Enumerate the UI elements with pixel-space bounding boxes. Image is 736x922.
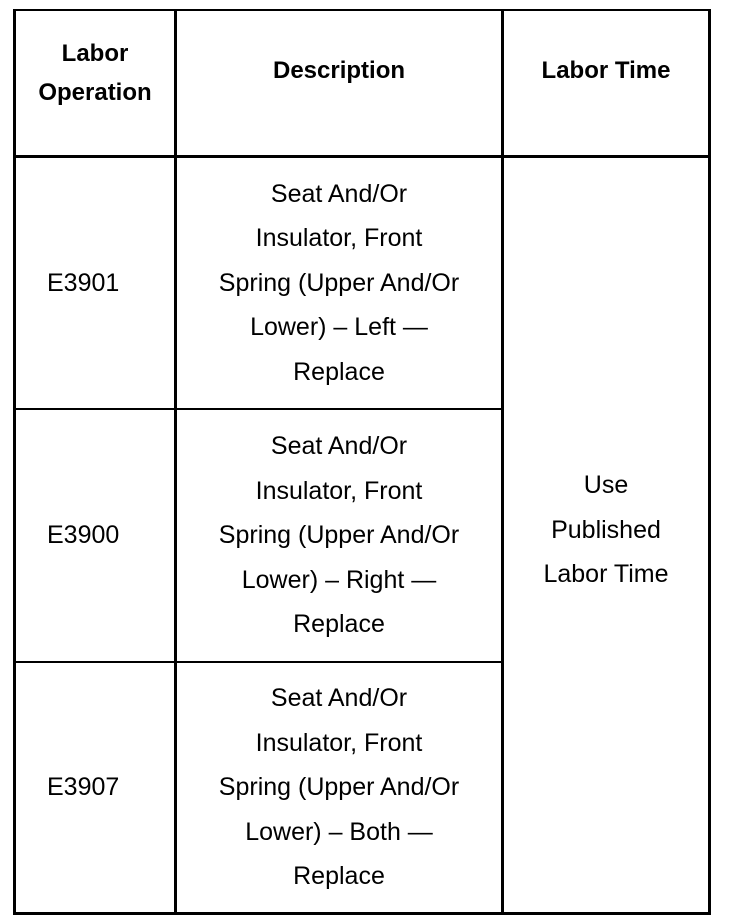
labor-time-value: Use Published Labor Time — [543, 471, 669, 589]
operation-code: E3900 — [47, 521, 120, 550]
operation-description: Seat And/Or Insulator, Front Spring (Upper And/Or Lower) – Right — Replace — [218, 432, 460, 639]
table-row-operation — [16, 410, 174, 661]
table-row-description — [177, 663, 501, 912]
header-description-label: Description — [272, 56, 406, 84]
header-labor-operation — [16, 11, 174, 155]
operation-description: Seat And/Or Insulator, Front Spring (Upper And/Or Lower) – Both — Replace — [218, 684, 460, 891]
header-labor-operation-label: Labor Operation — [38, 40, 152, 106]
table-row-operation — [16, 663, 174, 912]
table-border-right — [708, 9, 711, 915]
operation-code: E3907 — [47, 773, 120, 802]
header-labor-time — [504, 11, 708, 155]
table-row-operation — [16, 158, 174, 408]
table-row-description — [177, 158, 501, 408]
labor-time-merged-cell — [504, 158, 708, 912]
operation-code: E3901 — [47, 268, 120, 297]
labor-time-table — [13, 9, 711, 915]
header-description — [177, 11, 501, 155]
operation-description: Seat And/Or Insulator, Front Spring (Upper And/Or Lower) – Left — Replace — [218, 179, 460, 386]
header-labor-time-label: Labor Time — [541, 56, 671, 84]
table-border-bottom — [13, 912, 711, 915]
table-row-description — [177, 410, 501, 661]
